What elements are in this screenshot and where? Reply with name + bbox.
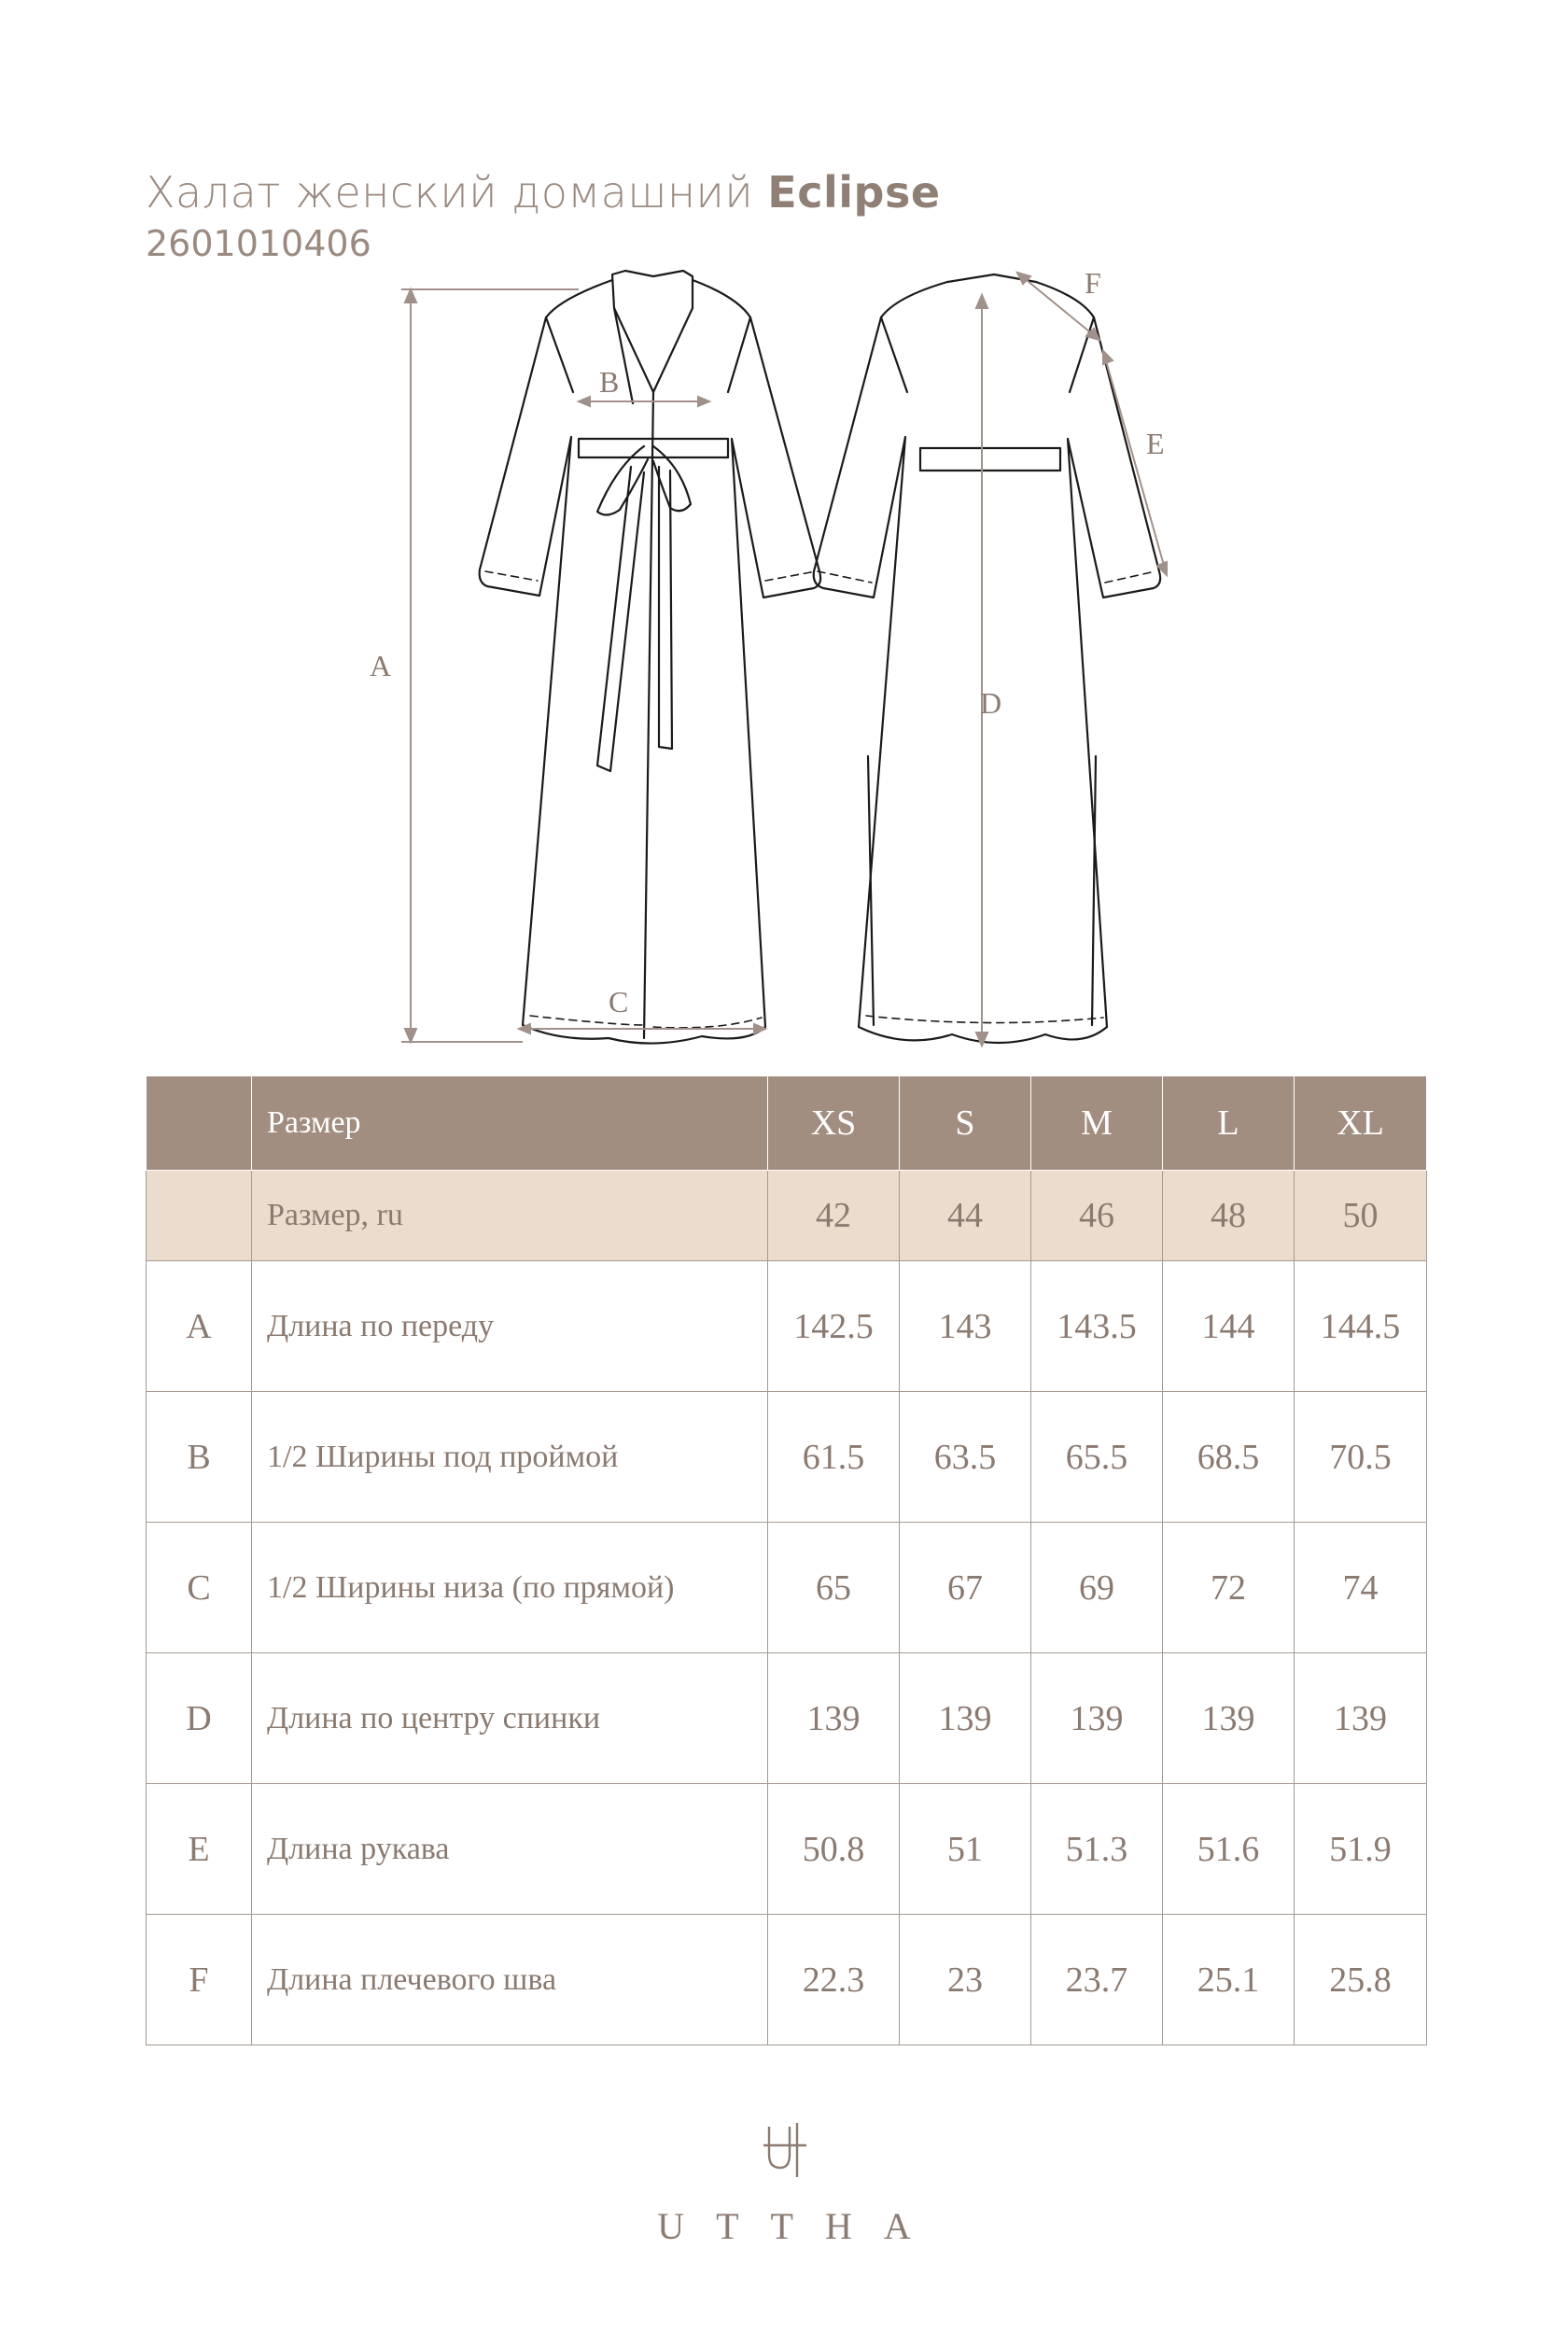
brand-logo [0,2117,1568,2248]
row-value: 72 [1163,1523,1295,1653]
row-label: 1/2 Ширины под проймой [252,1392,768,1523]
front-view-drawing [480,271,820,1044]
ru-label-cell: Размер, ru [252,1171,768,1261]
ru-value: 50 [1295,1171,1427,1261]
size-table-ru-row [147,1171,1427,1261]
monogram-icon [756,2117,812,2183]
label-a: A [370,649,392,682]
back-view-drawing [814,274,1160,1043]
product-sku: 2601010406 [146,223,371,264]
row-code: B [147,1392,252,1523]
row-value: 51.9 [1295,1784,1427,1915]
row-value: 139 [768,1653,900,1784]
row-value: 139 [1295,1653,1427,1784]
title-prefix: Халат женский домашний [146,167,754,218]
row-value: 139 [1031,1653,1163,1784]
row-value: 70.5 [1295,1392,1427,1523]
row-value: 61.5 [768,1392,900,1523]
row-value: 142.5 [768,1261,900,1392]
table-row [147,1653,1427,1784]
row-code: D [147,1653,252,1784]
ru-value: 48 [1163,1171,1295,1261]
label-f: F [1085,266,1101,300]
row-code: A [147,1261,252,1392]
header-size-xs: XS [768,1076,900,1171]
label-c: C [609,985,629,1019]
table-row [147,1915,1427,2045]
table-row [147,1392,1427,1523]
row-value: 68.5 [1163,1392,1295,1523]
row-value: 23.7 [1031,1915,1163,2045]
row-label: 1/2 Ширины низа (по прямой) [252,1523,768,1653]
row-code: F [147,1915,252,2045]
label-b: B [599,365,620,399]
row-code: E [147,1784,252,1915]
size-table [146,1075,1427,2045]
row-label: Длина рукава [252,1784,768,1915]
row-value: 51.6 [1163,1784,1295,1915]
row-value: 67 [900,1523,1031,1653]
label-e: E [1146,427,1165,460]
row-value: 65.5 [1031,1392,1163,1523]
row-value: 50.8 [768,1784,900,1915]
ru-value: 46 [1031,1171,1163,1261]
ru-code-cell [147,1171,252,1261]
brand-wordmark: UTTHA [657,2205,943,2247]
row-value: 25.8 [1295,1915,1427,2045]
row-label: Длина плечевого шва [252,1915,768,2045]
row-value: 22.3 [768,1915,900,2045]
row-label: Длина по переду [252,1261,768,1392]
row-value: 139 [1163,1653,1295,1784]
row-value: 25.1 [1163,1915,1295,2045]
row-value: 143.5 [1031,1261,1163,1392]
row-value: 139 [900,1653,1031,1784]
ru-value: 44 [900,1171,1031,1261]
row-value: 23 [900,1915,1031,2045]
row-value: 51 [900,1784,1031,1915]
ru-value: 42 [768,1171,900,1261]
row-value: 143 [900,1261,1031,1392]
header-size-xl: XL [1295,1076,1427,1171]
table-row [147,1523,1427,1653]
row-value: 69 [1031,1523,1163,1653]
header-label-cell: Размер [252,1076,768,1171]
header-size-m: M [1031,1076,1163,1171]
title-brand: Eclipse [767,167,941,218]
row-label: Длина по центру спинки [252,1653,768,1784]
row-value: 74 [1295,1523,1427,1653]
header-size-s: S [900,1076,1031,1171]
page-title [146,164,941,220]
table-row [147,1784,1427,1915]
row-value: 144.5 [1295,1261,1427,1392]
row-code: C [147,1523,252,1653]
label-d: D [980,686,1002,720]
table-row [147,1261,1427,1392]
garment-diagram [0,252,1568,1074]
row-value: 65 [768,1523,900,1653]
size-table-header [147,1076,1427,1171]
row-value: 63.5 [900,1392,1031,1523]
row-value: 144 [1163,1261,1295,1392]
header-code-cell [147,1076,252,1171]
header-size-l: L [1163,1076,1295,1171]
row-value: 51.3 [1031,1784,1163,1915]
